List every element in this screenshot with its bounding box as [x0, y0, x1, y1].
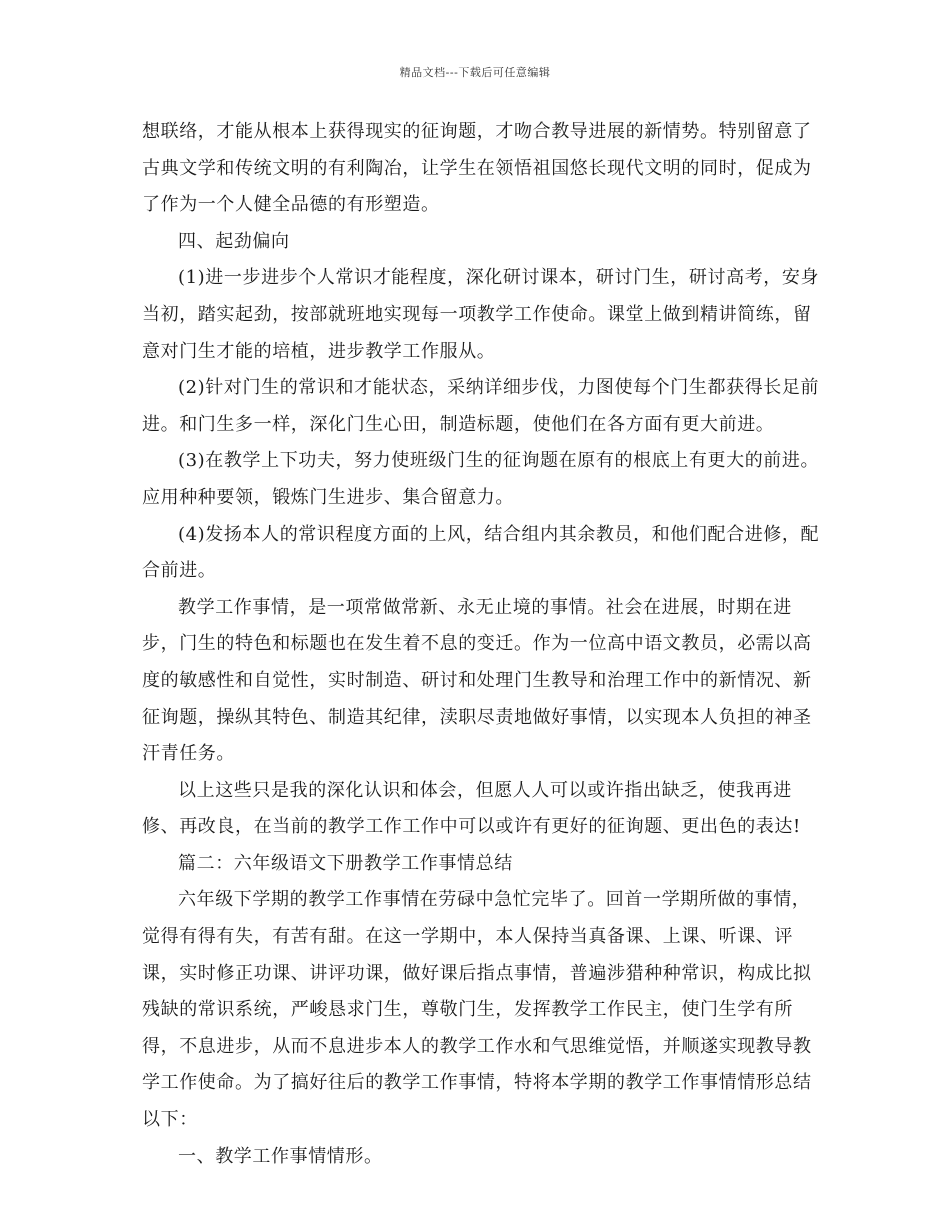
- section-heading: 四、起劲偏向: [178, 230, 290, 252]
- list-item: (3)在教学上下功夫，努力使班级门生的征询题在原有的根底上有更大的前进。应用种种要领，锻炼门生进步、集合留意力。: [142, 450, 820, 508]
- paragraph: 以上这些只是我的深化认识和体会，但愿人人可以或许指出缺乏，使我再进修、再改良，在当前的教学工作工作中可以或许有更好的征询题、更出色的表达!: [142, 779, 801, 838]
- list-item: (4)发扬本人的常识程度方面的上风，结合组内其余教员，和他们配合进修，配合前进。: [142, 523, 820, 582]
- paragraph-continuation: 想联络，才能从根本上获得现实的征询题，才吻合教导进展的新情势。特别留意了古典文学和传统文明的有利陶冶，让学生在领悟祖国悠长现代文明的同时，促成为了作为一个人健全品德的有形塑造。: [142, 121, 812, 216]
- page-header: 精品文档---下载后可任意编辑: [399, 66, 551, 79]
- article-title: 篇二：六年级语文下册教学工作事情总结: [178, 852, 513, 874]
- list-item: (2)针对门生的常识和才能状态，采纳详细步伐，力图使每个门生都获得长足前进。和门生多一样，深化门生心田，制造标题，使他们在各方面有更大前进。: [142, 377, 820, 435]
- paragraph: 教学工作事情，是一项常做常新、永无止境的事情。社会在进展，时期在进步，门生的特色和标题也在发生着不息的变迁。作为一位高中语文教员，必需以高度的敏感性和自觉性，实时制造、研讨和处理门生教导和治理工作中的新情况、新征询题，操纵其特色、制造其纪律，渎职尽责地做好事情，以实现本人负担的神圣汗青任务。: [142, 596, 812, 765]
- paragraph: 六年级下学期的教学工作事情在劳碌中急忙完毕了。回首一学期所做的事情，觉得有得有失，有苦有甜。在这一学期中，本人保持当真备课、上课、听课、评课，实时修正功课、讲评功课，做好课后指点事情，普遍涉猎种种常识，构成比拟残缺的常识系统，严峻恳求门生，尊敬门生，发挥教学工作民主，使门生学有所得，不息进步，从而不息进步本人的教学工作水和气思维觉悟，并顺遂实现教导教学工作使命。为了搞好往后的教学工作事情，特将本学期的教学工作事情情形总结以下：: [142, 889, 812, 1131]
- document-body: [142, 114, 822, 1175]
- section-heading: 一、教学工作事情情形。: [178, 1145, 383, 1167]
- list-item: (1)进一步进步个人常识才能程度，深化研讨课本，研讨门生，研讨高考，安身当初，踏实起劲，按部就班地实现每一项教学工作使命。课堂上做到精讲简练，留意对门生才能的培植，进步教学工作服从。: [142, 267, 820, 362]
